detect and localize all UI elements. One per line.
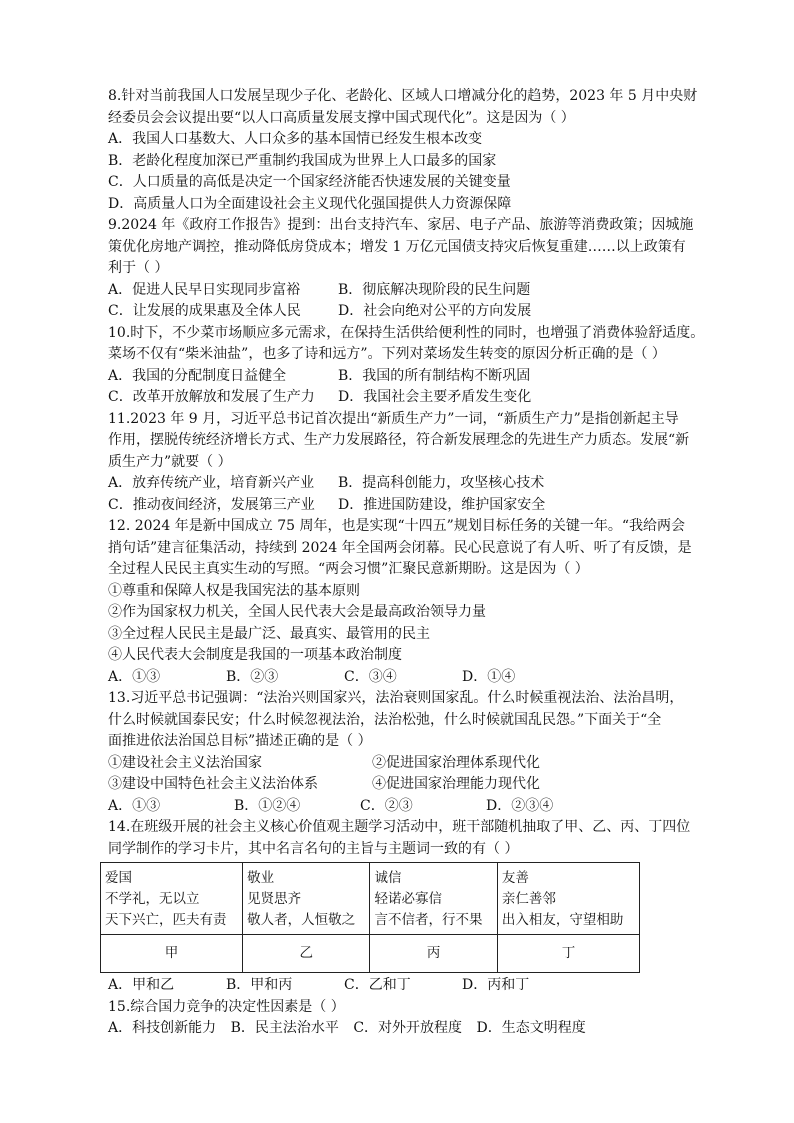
card-quote: 亲仁善邻 xyxy=(501,891,556,907)
option-d: D．社会向绝对公平的方向发展 xyxy=(338,303,532,319)
question-stem: 10.时下，不少菜市场顺应多元需求，在保持生活供给便利性的同时，也增强了消费体验舒适度。 xyxy=(108,324,705,341)
option-row xyxy=(108,387,698,409)
option-row xyxy=(108,796,698,818)
card-quote: 轻诺必寡信 xyxy=(374,891,442,907)
option-a: A．①③ xyxy=(108,668,161,685)
question-stem: 经委员会会议提出要“以人口高质量发展支撑中国式现代化”。这是因为（ ） xyxy=(108,109,575,126)
question-9 xyxy=(108,215,698,323)
question-stem: 面推进依法治国总目标”描述正确的是（ ） xyxy=(108,733,372,749)
option-row xyxy=(108,301,698,323)
option-a: A．放弃传统产业，培育新兴产业 xyxy=(108,475,315,491)
study-card-table xyxy=(100,862,640,973)
card-theme: 诚信 xyxy=(374,870,402,886)
option-a: A．促进人民早日实现同步富裕 xyxy=(108,281,301,298)
statement-row xyxy=(108,753,698,775)
statement-item: ④人民代表大会制度是我国的一项基本政治制度 xyxy=(108,647,402,663)
question-stem: 12. 2024 年是新中国成立 75 周年，也是实现“十四五”规划目标任务的关键一年。“我给两会 xyxy=(108,518,685,534)
card-ding xyxy=(497,863,639,935)
card-content-row xyxy=(101,863,640,935)
option-c: C．推动夜间经济，发展第三产业 xyxy=(108,496,315,513)
question-stem: 15.综合国力竞争的决定性因素是（ ） xyxy=(108,998,345,1015)
option-row xyxy=(108,1018,698,1040)
card-theme: 敬业 xyxy=(247,870,275,886)
card-bing xyxy=(370,863,497,935)
option-c: C．人口质量的高低是决定一个国家经济能否快速发展的关键变量 xyxy=(108,174,511,190)
question-stem: 9.2024 年《政府工作报告》提到：出台支持汽车、家居、电子产品、旅游等消费政策；因城施 xyxy=(108,217,694,233)
question-stem: 策优化房地产调控，推动降低房贷成本；增发 1 万亿元国债支持灾后恢复重建……以上政策有 xyxy=(108,238,686,255)
question-stem: 质生产力”就要（ ） xyxy=(108,453,232,470)
card-quote: 不学礼，无以立 xyxy=(105,891,200,907)
question-stem: 全过程人民民主真实生动的写照。“两会习惯”汇聚民意新期盼。这是因为（ ） xyxy=(108,561,589,577)
statement-item: ④促进国家治理能力现代化 xyxy=(372,776,540,792)
statement-row xyxy=(108,774,698,796)
option-d: D．①④ xyxy=(462,668,516,685)
question-stem: 什么时候就国泰民安；什么时候忽视法治，法治松弛，什么时候就国乱民怨。”下面关于“全 xyxy=(108,711,662,728)
option-c: C．乙和丁 xyxy=(344,977,411,993)
option-row xyxy=(108,975,698,997)
question-stem: 同学制作的学习卡片，其中名言名句的主旨与主题词一致的有（ ） xyxy=(108,840,519,857)
option-a: A．我国人口基数大、人口众多的基本国情已经发生根本改变 xyxy=(108,131,483,147)
option-d: D．我国社会主要矛盾发生变化 xyxy=(338,389,532,405)
option-d: D．高质量人口为全面建设社会主义现代化强国提供人力资源保障 xyxy=(108,195,512,212)
question-stem: 11.2023 年 9 月，习近平总书记首次提出“新质生产力”一词，“新质生产力”是指创新起主导 xyxy=(108,410,679,427)
question-stem: 8.针对当前我国人口发展呈现少子化、老龄化、区域人口增减分化的趋势，2023 年 5 月中央财 xyxy=(108,88,698,104)
question-14 xyxy=(105,817,698,997)
option-c: C．③④ xyxy=(344,668,397,685)
statement-item: ②作为国家权力机关，全国人民代表大会是最高政治领导力量 xyxy=(108,604,486,620)
option-c: C．让发展的成果惠及全体人民 xyxy=(108,303,301,319)
option-d: D．丙和丁 xyxy=(462,977,530,993)
card-jia xyxy=(101,863,243,935)
question-stem: 利于（ ） xyxy=(108,260,169,276)
question-stem: 13.习近平总书记强调：“法治兴则国家兴，法治衰则国家乱。什么时候重视法治、法治昌明， xyxy=(108,690,684,706)
card-label: 丙 xyxy=(370,935,497,973)
question-stem: 捎句话”建言征集活动，持续到 2024 年全国两会闭幕。民心民意说了有人听、听了有反馈，是 xyxy=(108,539,692,556)
question-8 xyxy=(108,86,698,215)
option-row xyxy=(108,473,698,495)
statement-item: ①建设社会主义法治国家 xyxy=(108,754,262,771)
card-label-row xyxy=(101,935,640,973)
exam-page xyxy=(105,86,705,1040)
question-12 xyxy=(108,516,698,688)
card-label: 乙 xyxy=(243,935,370,973)
option-c: C．改革开放解放和发展了生产力 xyxy=(108,389,315,405)
option-b: B．甲和丙 xyxy=(226,977,293,993)
statement-item: ①尊重和保障人权是我国宪法的基本原则 xyxy=(108,582,360,599)
option-b: B．老龄化程度加深已严重制约我国成为世界上人口最多的国家 xyxy=(108,152,497,169)
question-11 xyxy=(108,409,698,517)
option-c: C．对外开放程度 xyxy=(353,1020,463,1036)
option-d: D．推进国防建设，维护国家安全 xyxy=(338,496,546,513)
question-stem: 菜场不仅有“柴米油盐”，也多了诗和远方”。下列对菜场发生转变的原因分析正确的是（ ） xyxy=(108,346,666,362)
question-15 xyxy=(108,997,698,1040)
card-label: 丁 xyxy=(497,935,639,973)
option-a: A．甲和乙 xyxy=(108,977,175,993)
card-quote: 敬人者，人恒敬之 xyxy=(247,912,356,928)
option-b: B．我国的所有制结构不断巩固 xyxy=(338,367,531,384)
statement-item: ③全过程人民民主是最广泛、最真实、最管用的民主 xyxy=(108,625,430,642)
question-stem: 14.在班级开展的社会主义核心价值观主题学习活动中，班干部随机抽取了甲、乙、丙、丁四位 xyxy=(108,819,691,835)
option-row xyxy=(108,366,698,388)
option-row xyxy=(108,280,698,302)
option-d: D．②③④ xyxy=(486,797,554,814)
question-stem: 作用，摆脱传统经济增长方式、生产力发展路径，符合新发展理念的先进生产力质态。发展“新 xyxy=(108,432,690,448)
option-row xyxy=(108,495,698,517)
question-10 xyxy=(108,323,705,409)
option-c: C．②③ xyxy=(360,797,413,814)
option-b: B．②③ xyxy=(226,668,279,685)
option-a: A．①③ xyxy=(108,797,161,814)
option-row xyxy=(108,667,698,689)
card-quote: 见贤思齐 xyxy=(247,891,302,907)
card-label: 甲 xyxy=(101,935,243,973)
card-theme: 友善 xyxy=(501,870,529,886)
option-a: A．科技创新能力 xyxy=(108,1020,217,1036)
statement-item: ③建设中国特色社会主义法治体系 xyxy=(108,776,318,792)
card-yi xyxy=(243,863,370,935)
card-quote: 天下兴亡，匹夫有责 xyxy=(105,912,227,928)
question-13 xyxy=(108,688,698,817)
option-d: D．生态文明程度 xyxy=(476,1020,586,1036)
option-b: B．提高科创能力，攻坚核心技术 xyxy=(338,475,545,491)
card-quote: 出入相友，守望相助 xyxy=(501,912,624,928)
option-b: B．民主法治水平 xyxy=(230,1020,339,1036)
statement-item: ②促进国家治理体系现代化 xyxy=(372,754,540,771)
card-theme: 爱国 xyxy=(105,870,132,886)
card-quote: 言不信者，行不果 xyxy=(374,912,483,928)
option-b: B．彻底解决现阶段的民生问题 xyxy=(338,281,531,298)
option-b: B．①②④ xyxy=(234,797,301,814)
option-a: A．我国的分配制度日益健全 xyxy=(108,367,287,384)
